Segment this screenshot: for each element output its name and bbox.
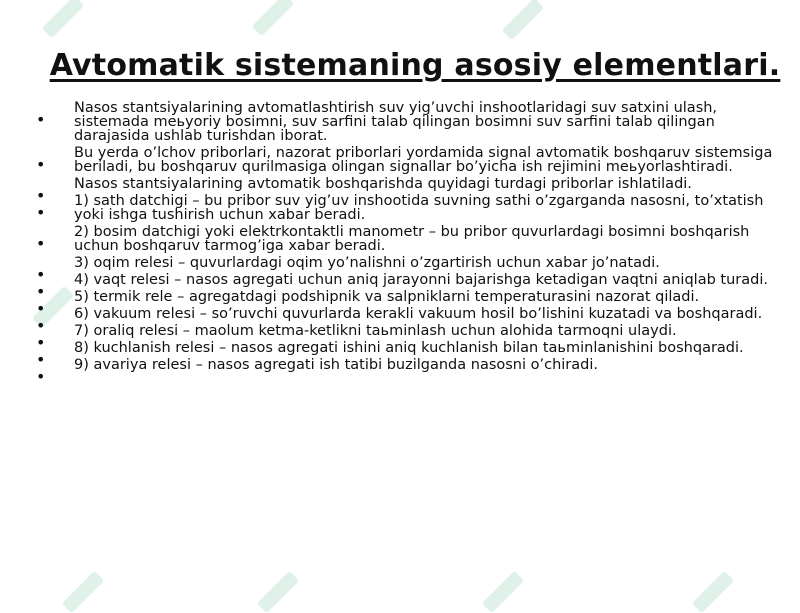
bullet-icon: •	[36, 186, 46, 205]
list-item-text: 7) oraliq relesi – maolum ketma-ketlikni taьminlash uchun alohida tarmoqni ulaydi.	[74, 323, 677, 339]
list-item-text: 1) sath datchigi – bu pribor suv yig’uv inshootida suvning sathi o’zgarganda nasosni, to’xtatish yoki ishga tushirish uchun xabar beradi.	[74, 193, 764, 223]
list-item-text: 4) vaqt relesi – nasos agregati uchun aniq jarayonni bajarishga ketadigan vaqtni aniqlab turadi.	[74, 272, 768, 288]
list-item-text: Nasos stantsiyalarining avtomatlashtirish suv yig’uvchi inshootlaridagi suv satxini ulash, sistemada meьyoriy bosimni, suv sarfini talab qilingan bosimni suv sarfini talab qilingan darajasida ushlab turishdan iborat.	[74, 100, 718, 144]
bullet-icon: •	[36, 110, 46, 129]
list-item-text: 9) avariya relesi – nasos agregati ish tatibi buzilganda nasosni o’chiradi.	[74, 357, 598, 373]
list-item-text: Bu yerda o’lchov priborlari, nazorat priborlari yordamida signal avtomatik boshqaruv sistemsiga beriladi, bu boshqaruv qurilmasiga olingan signallar bo’yicha ish rejimini meьyorlashtiradi.	[74, 145, 773, 175]
watermark-mark	[42, 0, 84, 38]
watermark-mark	[502, 0, 544, 40]
bullet-icon: •	[36, 350, 46, 369]
list-item-text: Nasos stantsiyalarining avtomatik boshqarishda quyidagi turdagi priborlar ishlatiladi.	[74, 176, 692, 192]
bullet-icon: •	[36, 316, 46, 335]
page-title: Avtomatik sistemaning asosiy elementlari.	[49, 48, 781, 83]
list-item-text: 6) vakuum relesi – so’ruvchi quvurlarda kerakli vakuum hosil bo’lishini kuzatadi va boshqaradi.	[74, 306, 763, 322]
watermark-mark	[482, 571, 524, 613]
bullet-icon: •	[36, 299, 46, 318]
list-item	[36, 146, 776, 174]
bullet-icon: •	[36, 155, 46, 174]
list-item	[36, 101, 776, 143]
watermark-mark	[257, 571, 299, 613]
bullet-icon: •	[36, 282, 46, 301]
watermark-mark	[692, 571, 734, 613]
watermark-mark	[62, 571, 104, 613]
bullet-list	[36, 100, 776, 386]
list-item	[36, 357, 776, 386]
list-item	[36, 225, 776, 253]
bullet-icon: •	[36, 265, 46, 284]
bullet-icon: •	[36, 203, 46, 222]
bullet-icon: •	[36, 367, 46, 386]
list-item-text: 5) termik rele – agregatdagi podshipnik va salpniklarni temperaturasini nazorat qiladi.	[74, 289, 700, 305]
bullet-icon: •	[36, 333, 46, 352]
watermark-mark	[252, 0, 294, 36]
list-item	[36, 194, 776, 222]
list-item-text: 3) oqim relesi – quvurlardagi oqim yo’nalishni o’zgartirish uchun xabar jo’natadi.	[74, 255, 660, 271]
list-item-text: 2) bosim datchigi yoki elektrkontaktli manometr – bu pribor quvurlardagi bosimni boshqarish uchun boshqaruv tarmog’iga xabar beradi.	[74, 224, 750, 254]
bullet-icon: •	[36, 234, 46, 253]
list-item	[36, 176, 776, 205]
list-item-text: 8) kuchlanish relesi – nasos agregati ishini aniq kuchlanish bilan taьminlanishini boshqaradi.	[74, 340, 744, 356]
